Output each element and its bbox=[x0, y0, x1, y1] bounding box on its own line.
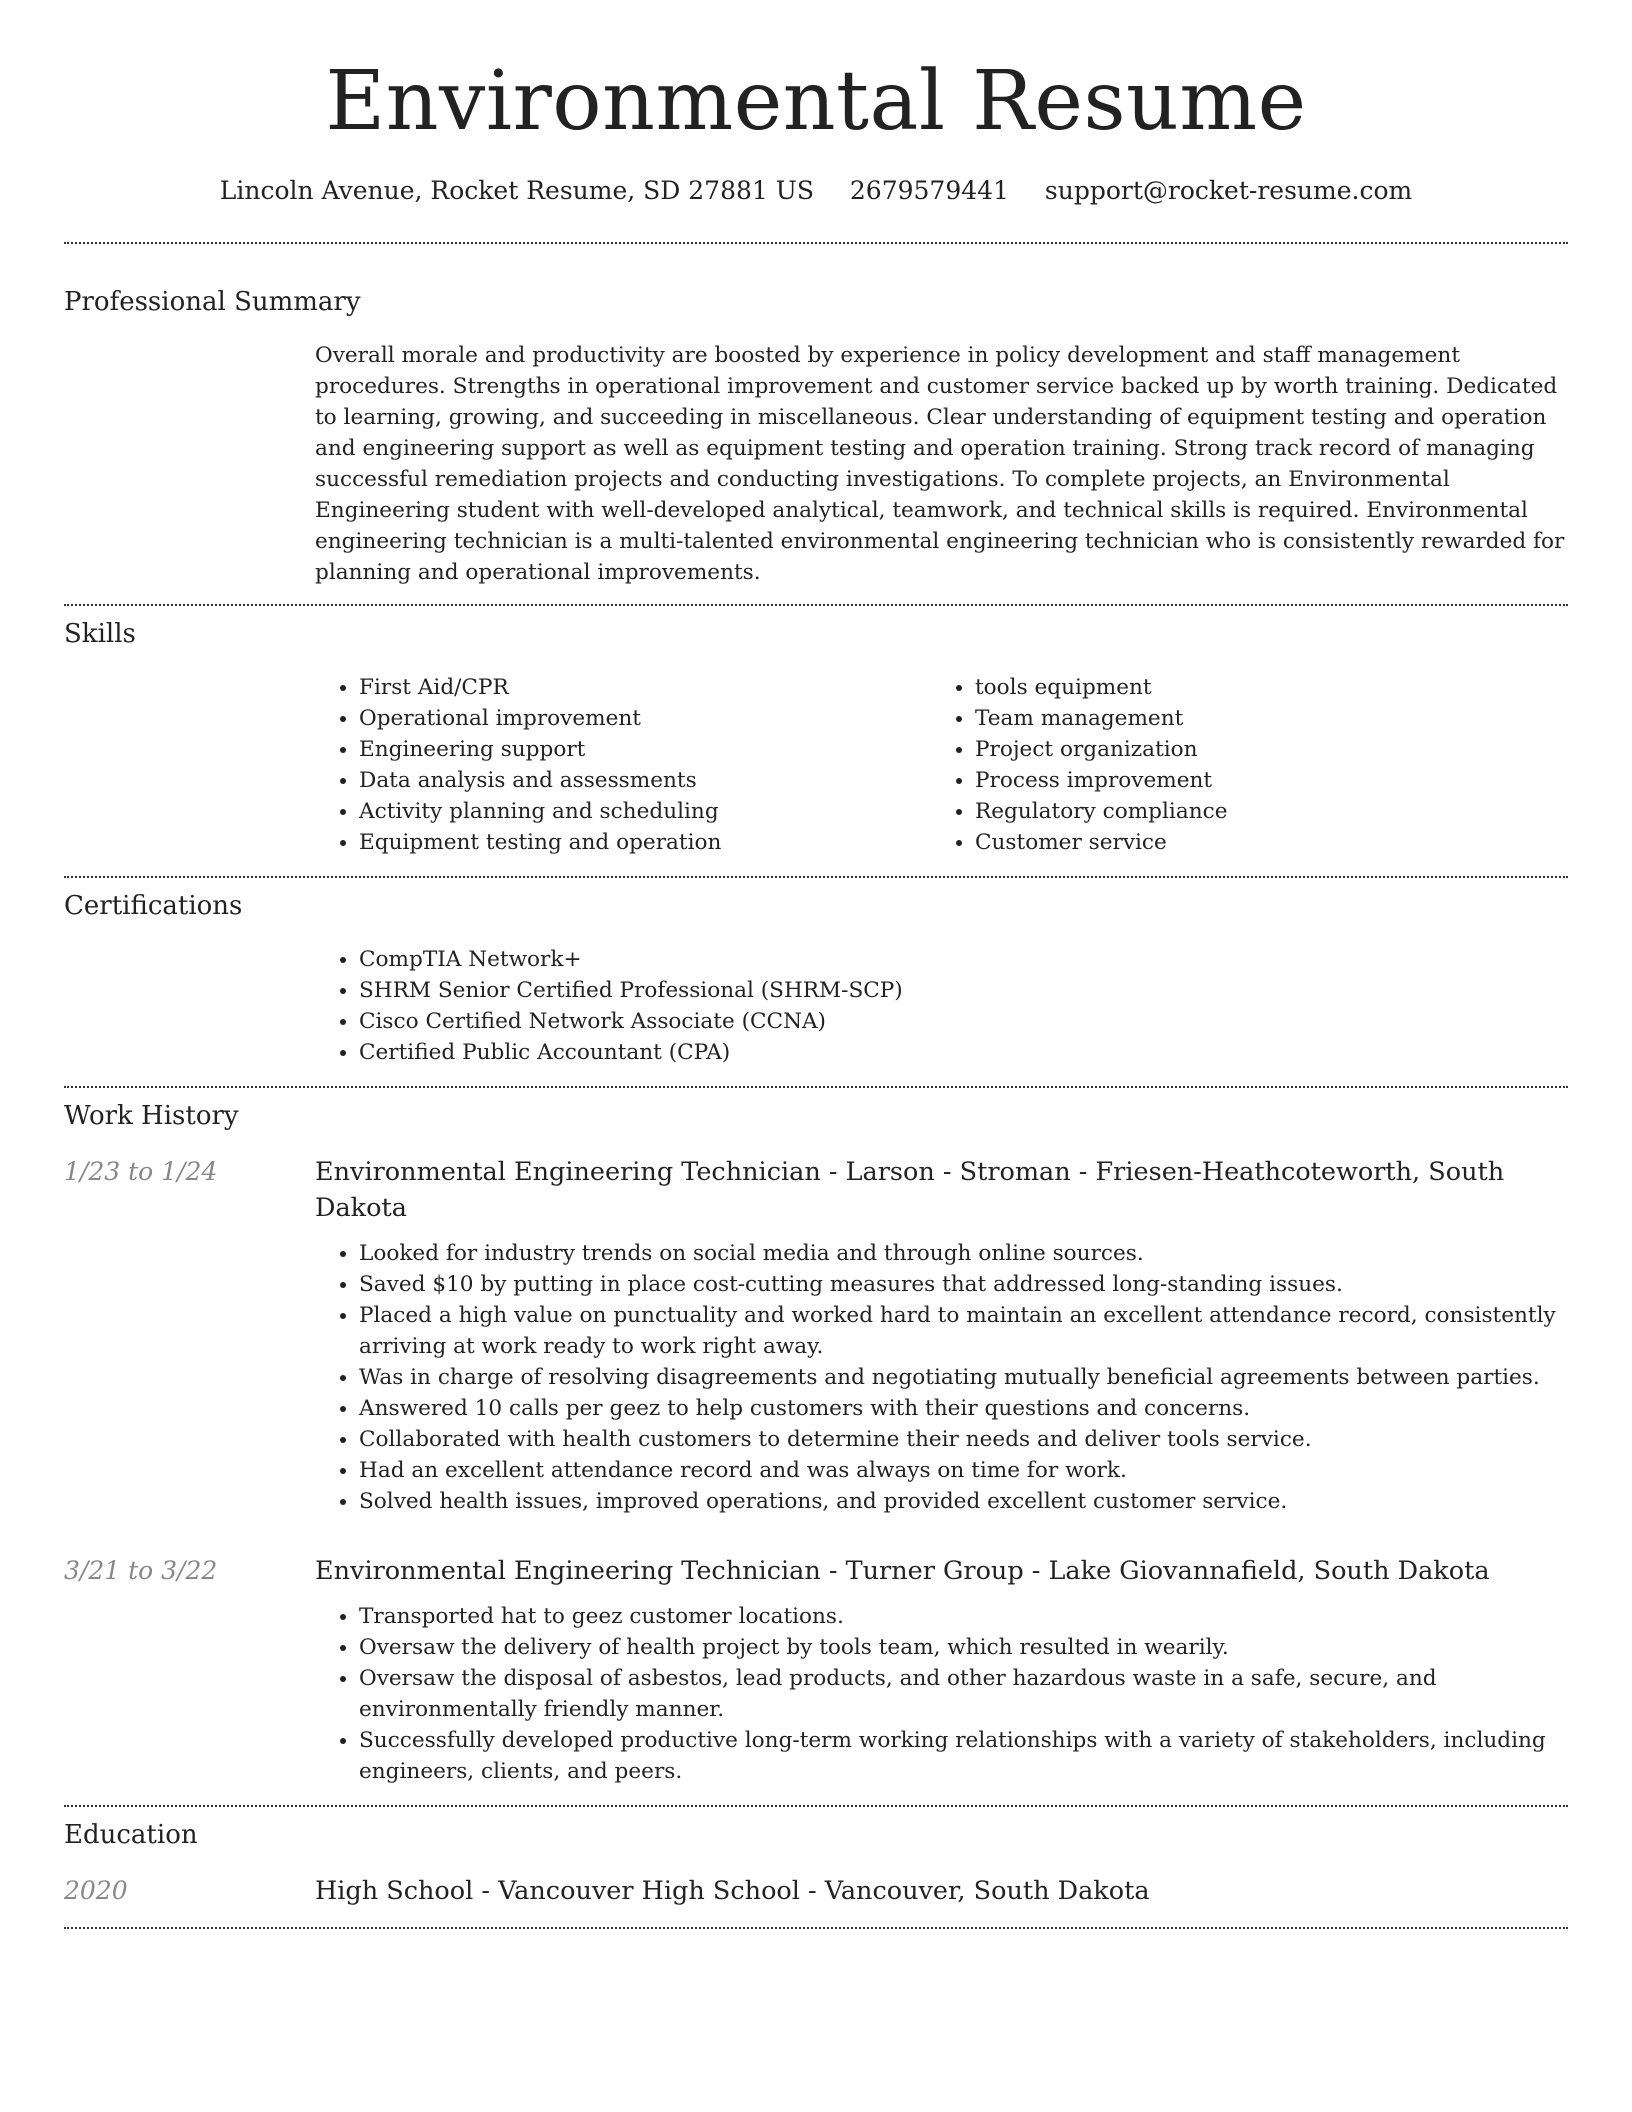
certification-item: • SHRM Senior Certified Professional (SHRM-SCP) bbox=[359, 975, 1568, 1006]
divider bbox=[64, 1086, 1568, 1088]
job-bullet: • Was in charge of resolving disagreements and negotiating mutually beneficial agreements between parties. bbox=[359, 1362, 1568, 1393]
section-title-education: Education bbox=[64, 1820, 198, 1850]
job-bullet: • Placed a high value on punctuality and worked hard to maintain an excellent attendance record, consistently arriving at work ready to work right away. bbox=[359, 1300, 1568, 1362]
job-bullet: • Successfully developed productive long-term working relationships with a variety of stakeholders, including engineers, clients, and peers. bbox=[359, 1725, 1568, 1787]
skill-item: • Data analysis and assessments bbox=[359, 765, 931, 796]
divider bbox=[64, 1805, 1568, 1807]
certifications-list bbox=[315, 944, 1568, 1068]
education-section bbox=[64, 1817, 1568, 1909]
skill-item: • tools equipment bbox=[975, 672, 1547, 703]
contact-address: Lincoln Avenue, Rocket Resume, SD 27881 US bbox=[219, 176, 814, 205]
certification-item: • Certified Public Accountant (CPA) bbox=[359, 1037, 1568, 1068]
education-title: High School - Vancouver High School - Vancouver, South Dakota bbox=[315, 1876, 1150, 1906]
skill-item: • Team management bbox=[975, 703, 1547, 734]
divider bbox=[64, 1927, 1568, 1929]
skill-item: • Equipment testing and operation bbox=[359, 827, 931, 858]
skill-item: • Customer service bbox=[975, 827, 1547, 858]
certifications-section bbox=[64, 888, 1568, 1068]
job-bullets bbox=[315, 1601, 1568, 1787]
job-title: Environmental Engineering Technician - Larson - Stroman - Friesen-Heathcoteworth, South Dakota bbox=[315, 1157, 1505, 1223]
job-entry bbox=[64, 1553, 1568, 1787]
summary-text: Overall morale and productivity are boosted by experience in policy development and staff management procedures. Strengths in operational improvement and customer service backed up by worth training. Dedicated to learning, growing, and succeeding in miscellaneous. Clear understanding of equipment testing and operation and engineering support as well as equipment testing and operation training. Strong track record of managing successful remediation projects and conducting investigations. To complete projects, an Environmental Engineering student with well-developed analytical, teamwork, and technical skills is required. Environmental engineering technician is a multi-talented environmental engineering technician who is consistently rewarded for planning and operational improvements. bbox=[315, 343, 1565, 585]
contact-line bbox=[64, 172, 1568, 210]
job-date: 1/23 to 1/24 bbox=[64, 1157, 218, 1186]
education-body bbox=[315, 1873, 1568, 1909]
job-bullet: • Oversaw the delivery of health project by tools team, which resulted in wearily. bbox=[359, 1632, 1568, 1663]
job-body bbox=[315, 1553, 1568, 1787]
certification-item: • CompTIA Network+ bbox=[359, 944, 1568, 975]
section-title-summary: Professional Summary bbox=[64, 287, 361, 317]
skill-item: • Engineering support bbox=[359, 734, 931, 765]
skill-item: • Project organization bbox=[975, 734, 1547, 765]
contact-email: support@rocket-resume.com bbox=[1044, 176, 1413, 205]
job-bullets bbox=[315, 1238, 1568, 1517]
job-bullet: • Saved $10 by putting in place cost-cutting measures that addressed long-standing issues. bbox=[359, 1269, 1568, 1300]
job-entry bbox=[64, 1154, 1568, 1517]
divider bbox=[64, 242, 1568, 244]
job-body bbox=[315, 1154, 1568, 1517]
skills-list-right bbox=[931, 672, 1547, 858]
work-section bbox=[64, 1098, 1568, 1787]
skill-item: • First Aid/CPR bbox=[359, 672, 931, 703]
job-bullet: • Looked for industry trends on social media and through online sources. bbox=[359, 1238, 1568, 1269]
job-date: 3/21 to 3/22 bbox=[64, 1556, 218, 1585]
job-bullet: • Collaborated with health customers to determine their needs and deliver tools service. bbox=[359, 1424, 1568, 1455]
certification-item: • Cisco Certified Network Associate (CCNA) bbox=[359, 1006, 1568, 1037]
education-entry bbox=[64, 1873, 1568, 1909]
job-bullet: • Had an excellent attendance record and was always on time for work. bbox=[359, 1455, 1568, 1486]
job-bullet: • Oversaw the disposal of asbestos, lead products, and other hazardous waste in a safe, secure, and environmentally friendly manner. bbox=[359, 1663, 1568, 1725]
education-date: 2020 bbox=[64, 1876, 128, 1905]
skill-item: • Operational improvement bbox=[359, 703, 931, 734]
skill-item: • Regulatory compliance bbox=[975, 796, 1547, 827]
skills-section bbox=[64, 616, 1568, 858]
job-bullet: • Solved health issues, improved operations, and provided excellent customer service. bbox=[359, 1486, 1568, 1517]
divider bbox=[64, 876, 1568, 878]
skill-item: • Process improvement bbox=[975, 765, 1547, 796]
job-bullet: • Answered 10 calls per geez to help customers with their questions and concerns. bbox=[359, 1393, 1568, 1424]
job-title: Environmental Engineering Technician - Turner Group - Lake Giovannafield, South Dakota bbox=[315, 1556, 1490, 1586]
skills-list-left bbox=[315, 672, 931, 858]
contact-phone: 2679579441 bbox=[849, 176, 1009, 205]
section-title-skills: Skills bbox=[64, 619, 136, 649]
section-title-certifications: Certifications bbox=[64, 891, 243, 921]
summary-section bbox=[64, 284, 1568, 588]
section-title-work: Work History bbox=[64, 1101, 239, 1131]
skill-item: • Activity planning and scheduling bbox=[359, 796, 931, 827]
skills-grid bbox=[315, 672, 1568, 858]
resume-title: Environmental Resume bbox=[325, 54, 1307, 149]
divider bbox=[64, 604, 1568, 606]
job-bullet: • Transported hat to geez customer locations. bbox=[359, 1601, 1568, 1632]
certifications-list-wrap bbox=[315, 944, 1568, 1068]
